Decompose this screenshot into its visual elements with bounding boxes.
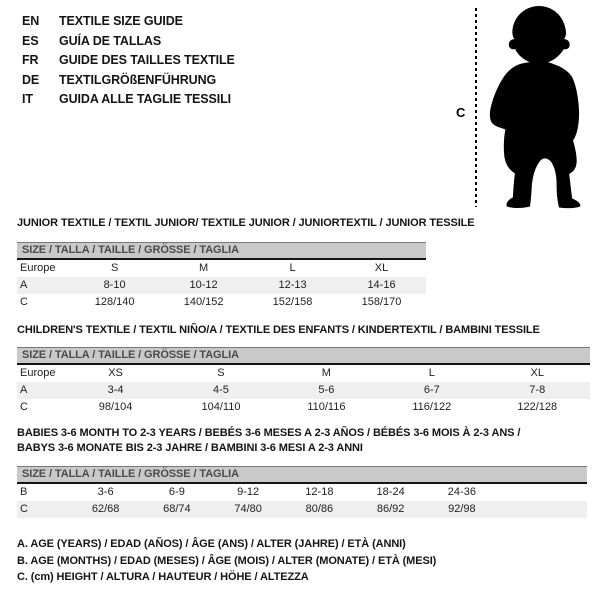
size-column-header: XS <box>108 367 123 379</box>
language-row <box>22 71 235 91</box>
cell: 98/104 <box>98 401 133 413</box>
cell: 6-7 <box>423 384 440 396</box>
language-title: TEXTILGRÖßENFÜHRUNG <box>59 72 217 87</box>
language-title-list <box>22 12 235 110</box>
table-title-line: JUNIOR TEXTILE / TEXTIL JUNIOR/ TEXTILE JUNIOR / JUNIORTEXTIL / JUNIOR TESSILE <box>17 217 475 229</box>
row-label: C <box>20 503 28 515</box>
cell: 12-18 <box>305 486 334 498</box>
size-data-table <box>17 365 590 416</box>
table-title <box>17 216 475 231</box>
table-row <box>17 501 587 518</box>
language-title: GUIDA ALLE TAGLIE TESSILI <box>59 92 232 106</box>
language-row <box>22 32 235 52</box>
cell: 8-10 <box>103 279 126 291</box>
cell: 3-4 <box>107 384 124 396</box>
size-column-header: M <box>321 367 331 379</box>
size-column-header: M <box>199 262 209 274</box>
legend-footnotes <box>17 536 436 586</box>
size-header-bar: SIZE / TALLA / TAILLE / GRÖSSE / TAGLIA <box>17 466 587 484</box>
region-label: Europe <box>20 367 56 379</box>
size-table <box>17 347 590 416</box>
cell: 122/128 <box>517 401 558 413</box>
footnote-c: C. (cm) HEIGHT / ALTURA / HAUTEUR / HÖHE / ALTEZZA <box>17 571 309 583</box>
language-row <box>22 90 235 110</box>
cell: 110/116 <box>307 401 346 413</box>
table-title-line: BABYS 3-6 MONATE BIS 2-3 JAHRE / BAMBINI 3-6 MESI A 2-3 ANNI <box>17 441 363 454</box>
column-header-row <box>17 365 590 382</box>
size-header-bar: SIZE / TALLA / TAILLE / GRÖSSE / TAGLIA <box>17 242 426 260</box>
cell: 128/140 <box>94 296 135 308</box>
cell: 68/74 <box>163 503 191 515</box>
cell: 86/92 <box>376 503 405 515</box>
language-title: GUIDE DES TAILLES TEXTILE <box>59 53 235 67</box>
cell: 74/80 <box>234 503 262 515</box>
language-row <box>22 51 235 71</box>
size-table <box>17 466 587 518</box>
baby-silhouette-image <box>484 5 594 211</box>
size-table <box>17 242 426 311</box>
cell: 7-8 <box>529 384 546 396</box>
row-label: C <box>20 401 28 413</box>
table-title-line: BABIES 3-6 MONTH TO 2-3 YEARS / BEBÉS 3-6 MESES A 2-3 AÑOS / BÉBÉS 3-6 MOIS À 2-3 ANS / <box>17 427 521 439</box>
cell: 116/122 <box>412 401 452 413</box>
table-row <box>17 277 426 294</box>
cell: 152/158 <box>272 296 313 308</box>
row-label: A <box>20 279 28 291</box>
cell: 158/170 <box>361 296 402 308</box>
cell: 14-16 <box>367 279 396 291</box>
cell: 10-12 <box>189 279 218 291</box>
size-data-table <box>17 484 587 518</box>
cell: 9-12 <box>237 486 260 498</box>
row-label: B <box>20 486 28 498</box>
language-code: FR <box>22 53 39 67</box>
row-label: A <box>20 384 28 396</box>
cell: 92/98 <box>448 503 476 515</box>
table-row <box>17 399 590 416</box>
size-data-table <box>17 260 426 311</box>
footnote-b: B. AGE (MONTHS) / EDAD (MESES) / ÂGE (MOIS) / ALTER (MONATE) / ETÀ (MESI) <box>17 554 437 567</box>
table-title <box>17 323 540 338</box>
size-column-header: XL <box>530 367 544 379</box>
table-title <box>17 426 520 455</box>
cell: 5-6 <box>318 384 335 396</box>
language-title: TEXTILE SIZE GUIDE <box>59 14 183 28</box>
size-column-header: XL <box>374 262 389 274</box>
table-row <box>17 484 587 501</box>
height-measure-dotted-line <box>475 8 477 207</box>
language-code: IT <box>22 92 33 106</box>
cell: 18-24 <box>376 486 405 498</box>
footnote-a: A. AGE (YEARS) / EDAD (AÑOS) / ÂGE (ANS) / ALTER (JAHRE) / ETÀ (ANNI) <box>17 538 406 550</box>
cell: 24-36 <box>447 486 476 498</box>
language-code: ES <box>22 33 39 48</box>
size-column-header: L <box>428 367 435 379</box>
cell: 4-5 <box>213 384 229 396</box>
column-header-row <box>17 260 426 277</box>
size-column-header: S <box>217 367 225 379</box>
spacer-cell <box>498 501 588 518</box>
table-title-line: CHILDREN'S TEXTILE / TEXTIL NIÑO/A / TEXTILE DES ENFANTS / KINDERTEXTIL / BAMBINI TESSILE <box>17 324 540 336</box>
row-label: C <box>20 296 28 308</box>
cell: 62/68 <box>91 503 120 515</box>
cell: 140/152 <box>183 296 224 308</box>
language-code: EN <box>22 14 40 28</box>
size-column-header: S <box>110 262 119 274</box>
size-column-header: L <box>289 262 296 274</box>
language-code: DE <box>22 72 40 87</box>
size-header-bar: SIZE / TALLA / TAILLE / GRÖSSE / TAGLIA <box>17 347 590 365</box>
spacer-cell <box>498 484 588 501</box>
cell: 6-9 <box>168 486 185 498</box>
cell: 12-13 <box>278 279 307 291</box>
language-row <box>22 12 235 32</box>
language-title: GUÍA DE TALLAS <box>59 33 162 48</box>
table-row <box>17 294 426 311</box>
table-row <box>17 382 590 399</box>
cell: 104/110 <box>201 401 241 413</box>
cell: 3-6 <box>97 486 114 498</box>
height-measure-label: C <box>456 105 466 120</box>
region-label: Europe <box>20 262 56 274</box>
cell: 80/86 <box>305 503 334 515</box>
